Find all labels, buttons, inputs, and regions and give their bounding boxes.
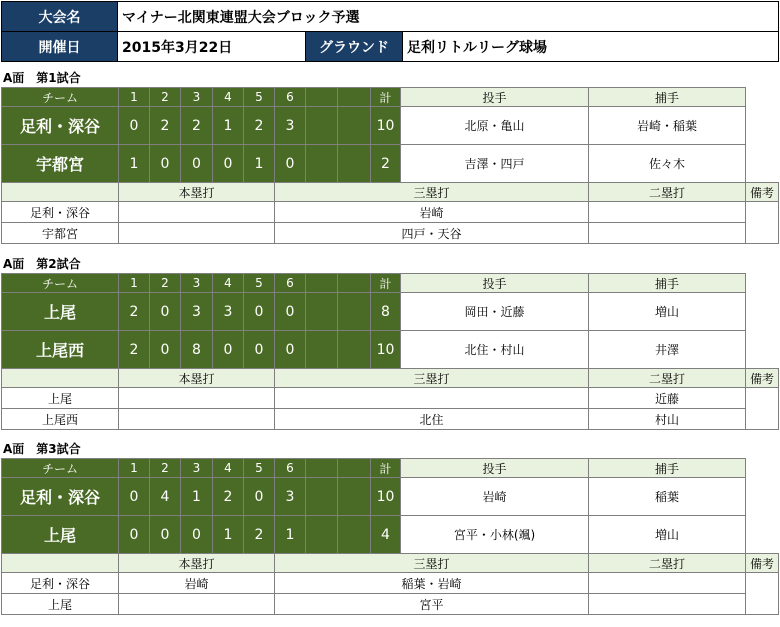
inning-header bbox=[306, 274, 338, 293]
total-score: 10 bbox=[371, 107, 401, 145]
ground-label: グラウンド bbox=[306, 32, 403, 62]
hits-row bbox=[2, 202, 779, 223]
score-table bbox=[1, 458, 779, 615]
inning-score bbox=[338, 145, 371, 183]
triple-hitters: 岩崎 bbox=[275, 202, 589, 223]
double-hitters: 村山 bbox=[589, 409, 746, 430]
catchers: 増山 bbox=[589, 293, 746, 331]
double-header: 二塁打 bbox=[589, 554, 746, 573]
team-row bbox=[2, 145, 779, 183]
total-score: 10 bbox=[371, 331, 401, 369]
notes-cell bbox=[746, 573, 779, 615]
triple-header: 三塁打 bbox=[275, 554, 589, 573]
inning-header: 3 bbox=[181, 274, 213, 293]
double-hitters bbox=[589, 223, 746, 244]
triple-header: 三塁打 bbox=[275, 183, 589, 202]
triple-hitters: 四戸・天谷 bbox=[275, 223, 589, 244]
pitchers: 吉澤・四戸 bbox=[401, 145, 589, 183]
score-header-row bbox=[2, 88, 779, 107]
total-header: 計 bbox=[371, 88, 401, 107]
inning-header: 2 bbox=[150, 88, 181, 107]
inning-score: 0 bbox=[150, 293, 181, 331]
pitchers: 岩崎 bbox=[401, 478, 589, 516]
inning-score: 0 bbox=[275, 145, 306, 183]
inning-header: 2 bbox=[150, 274, 181, 293]
hits-row bbox=[2, 573, 779, 594]
inning-score: 1 bbox=[119, 145, 150, 183]
inning-header: 3 bbox=[181, 459, 213, 478]
inning-score bbox=[338, 516, 371, 554]
inning-header: 1 bbox=[119, 274, 150, 293]
hits-team-name: 上尾 bbox=[2, 388, 119, 409]
inning-score: 3 bbox=[181, 293, 213, 331]
team-name: 足利・深谷 bbox=[2, 107, 119, 145]
team-column-header: チーム bbox=[2, 459, 119, 478]
inning-score: 0 bbox=[275, 331, 306, 369]
inning-score: 2 bbox=[150, 107, 181, 145]
inning-score bbox=[306, 516, 338, 554]
total-score: 2 bbox=[371, 145, 401, 183]
catcher-header: 捕手 bbox=[589, 88, 746, 107]
pitcher-header: 投手 bbox=[401, 459, 589, 478]
inning-score: 1 bbox=[244, 145, 275, 183]
inning-score: 0 bbox=[181, 516, 213, 554]
total-score: 10 bbox=[371, 478, 401, 516]
hits-team-header bbox=[2, 369, 119, 388]
hits-header-row bbox=[2, 554, 779, 573]
catchers: 佐々木 bbox=[589, 145, 746, 183]
score-table bbox=[1, 87, 779, 244]
inning-header: 4 bbox=[213, 88, 244, 107]
double-hitters: 近藤 bbox=[589, 388, 746, 409]
inning-header: 5 bbox=[244, 88, 275, 107]
team-name: 上尾 bbox=[2, 293, 119, 331]
inning-score: 0 bbox=[244, 478, 275, 516]
inning-score: 0 bbox=[181, 145, 213, 183]
hits-row bbox=[2, 388, 779, 409]
hits-team-header bbox=[2, 183, 119, 202]
hits-row bbox=[2, 223, 779, 244]
game-title: A面 第3試合 bbox=[3, 442, 81, 456]
inning-score: 3 bbox=[275, 107, 306, 145]
notes-cell bbox=[746, 388, 779, 430]
team-name: 上尾西 bbox=[2, 331, 119, 369]
score-table bbox=[1, 273, 779, 430]
inning-header bbox=[338, 88, 371, 107]
inning-header bbox=[338, 459, 371, 478]
hits-team-name: 上尾西 bbox=[2, 409, 119, 430]
notes-header: 備考 bbox=[746, 183, 779, 202]
inning-score: 0 bbox=[244, 293, 275, 331]
tournament-label: 大会名 bbox=[2, 2, 118, 32]
inning-score bbox=[306, 145, 338, 183]
inning-score: 0 bbox=[119, 107, 150, 145]
pitchers: 北住・村山 bbox=[401, 331, 589, 369]
game-title: A面 第1試合 bbox=[3, 71, 81, 85]
home-run-hitters bbox=[119, 388, 275, 409]
hits-header-row bbox=[2, 183, 779, 202]
inning-score: 0 bbox=[275, 293, 306, 331]
double-header: 二塁打 bbox=[589, 183, 746, 202]
hits-header-row bbox=[2, 369, 779, 388]
team-row bbox=[2, 331, 779, 369]
double-hitters bbox=[589, 202, 746, 223]
total-header: 計 bbox=[371, 274, 401, 293]
home-run-header: 本塁打 bbox=[119, 369, 275, 388]
inning-score: 2 bbox=[119, 293, 150, 331]
score-header-row bbox=[2, 274, 779, 293]
team-name: 宇都宮 bbox=[2, 145, 119, 183]
inning-score: 2 bbox=[244, 107, 275, 145]
inning-header: 4 bbox=[213, 274, 244, 293]
date-value: 2015年3月22日 bbox=[118, 32, 306, 62]
catchers: 稲葉 bbox=[589, 478, 746, 516]
inning-header: 6 bbox=[275, 274, 306, 293]
catchers: 井澤 bbox=[589, 331, 746, 369]
inning-score bbox=[338, 331, 371, 369]
double-header: 二塁打 bbox=[589, 369, 746, 388]
inning-score: 1 bbox=[213, 516, 244, 554]
pitchers: 岡田・近藤 bbox=[401, 293, 589, 331]
ground-value: 足利リトルリーグ球場 bbox=[403, 32, 779, 62]
inning-score: 0 bbox=[150, 516, 181, 554]
home-run-hitters bbox=[119, 223, 275, 244]
tournament-header bbox=[1, 1, 779, 62]
inning-header bbox=[306, 88, 338, 107]
inning-score bbox=[306, 331, 338, 369]
date-label: 開催日 bbox=[2, 32, 118, 62]
pitcher-header: 投手 bbox=[401, 88, 589, 107]
inning-header: 2 bbox=[150, 459, 181, 478]
hits-team-name: 足利・深谷 bbox=[2, 202, 119, 223]
notes-header: 備考 bbox=[746, 369, 779, 388]
hits-team-name: 足利・深谷 bbox=[2, 573, 119, 594]
inning-header bbox=[306, 459, 338, 478]
score-header-row bbox=[2, 459, 779, 478]
inning-header: 1 bbox=[119, 88, 150, 107]
inning-score: 3 bbox=[275, 478, 306, 516]
inning-score: 2 bbox=[213, 478, 244, 516]
double-hitters bbox=[589, 594, 746, 615]
triple-hitters: 稲葉・岩崎 bbox=[275, 573, 589, 594]
inning-score bbox=[338, 478, 371, 516]
inning-score: 0 bbox=[119, 516, 150, 554]
total-score: 8 bbox=[371, 293, 401, 331]
catcher-header: 捕手 bbox=[589, 274, 746, 293]
pitchers: 宮平・小林(颯) bbox=[401, 516, 589, 554]
triple-hitters: 北住 bbox=[275, 409, 589, 430]
inning-score bbox=[306, 478, 338, 516]
home-run-hitters bbox=[119, 202, 275, 223]
inning-score: 1 bbox=[213, 107, 244, 145]
home-run-hitters bbox=[119, 594, 275, 615]
team-row bbox=[2, 107, 779, 145]
inning-score: 2 bbox=[244, 516, 275, 554]
inning-score bbox=[338, 107, 371, 145]
double-hitters bbox=[589, 573, 746, 594]
inning-header: 5 bbox=[244, 274, 275, 293]
inning-score: 4 bbox=[150, 478, 181, 516]
inning-score: 2 bbox=[181, 107, 213, 145]
team-column-header: チーム bbox=[2, 274, 119, 293]
inning-score bbox=[338, 293, 371, 331]
inning-score: 2 bbox=[119, 331, 150, 369]
inning-score: 0 bbox=[213, 331, 244, 369]
home-run-header: 本塁打 bbox=[119, 554, 275, 573]
inning-score: 0 bbox=[119, 478, 150, 516]
total-score: 4 bbox=[371, 516, 401, 554]
inning-header bbox=[338, 274, 371, 293]
pitchers: 北原・亀山 bbox=[401, 107, 589, 145]
inning-score bbox=[306, 107, 338, 145]
inning-score: 1 bbox=[181, 478, 213, 516]
home-run-hitters: 岩崎 bbox=[119, 573, 275, 594]
inning-header: 4 bbox=[213, 459, 244, 478]
hits-row bbox=[2, 594, 779, 615]
game-title: A面 第2試合 bbox=[3, 257, 81, 271]
notes-cell bbox=[746, 202, 779, 244]
catcher-header: 捕手 bbox=[589, 459, 746, 478]
team-row bbox=[2, 478, 779, 516]
hits-team-header bbox=[2, 554, 119, 573]
hits-team-name: 上尾 bbox=[2, 594, 119, 615]
catchers: 増山 bbox=[589, 516, 746, 554]
inning-score: 0 bbox=[213, 145, 244, 183]
team-row bbox=[2, 293, 779, 331]
inning-score: 8 bbox=[181, 331, 213, 369]
inning-header: 6 bbox=[275, 459, 306, 478]
team-name: 足利・深谷 bbox=[2, 478, 119, 516]
notes-header: 備考 bbox=[746, 554, 779, 573]
home-run-hitters bbox=[119, 409, 275, 430]
triple-header: 三塁打 bbox=[275, 369, 589, 388]
inning-score: 1 bbox=[275, 516, 306, 554]
catchers: 岩崎・稲葉 bbox=[589, 107, 746, 145]
inning-score: 0 bbox=[150, 145, 181, 183]
inning-score: 0 bbox=[150, 331, 181, 369]
inning-score bbox=[306, 293, 338, 331]
inning-score: 3 bbox=[213, 293, 244, 331]
inning-header: 3 bbox=[181, 88, 213, 107]
inning-header: 6 bbox=[275, 88, 306, 107]
tournament-name: マイナー北関東連盟大会ブロック予選 bbox=[118, 2, 779, 32]
hits-team-name: 宇都宮 bbox=[2, 223, 119, 244]
inning-header: 5 bbox=[244, 459, 275, 478]
team-name: 上尾 bbox=[2, 516, 119, 554]
inning-score: 0 bbox=[244, 331, 275, 369]
hits-row bbox=[2, 409, 779, 430]
team-column-header: チーム bbox=[2, 88, 119, 107]
inning-header: 1 bbox=[119, 459, 150, 478]
triple-hitters bbox=[275, 388, 589, 409]
total-header: 計 bbox=[371, 459, 401, 478]
home-run-header: 本塁打 bbox=[119, 183, 275, 202]
pitcher-header: 投手 bbox=[401, 274, 589, 293]
team-row bbox=[2, 516, 779, 554]
triple-hitters: 宮平 bbox=[275, 594, 589, 615]
